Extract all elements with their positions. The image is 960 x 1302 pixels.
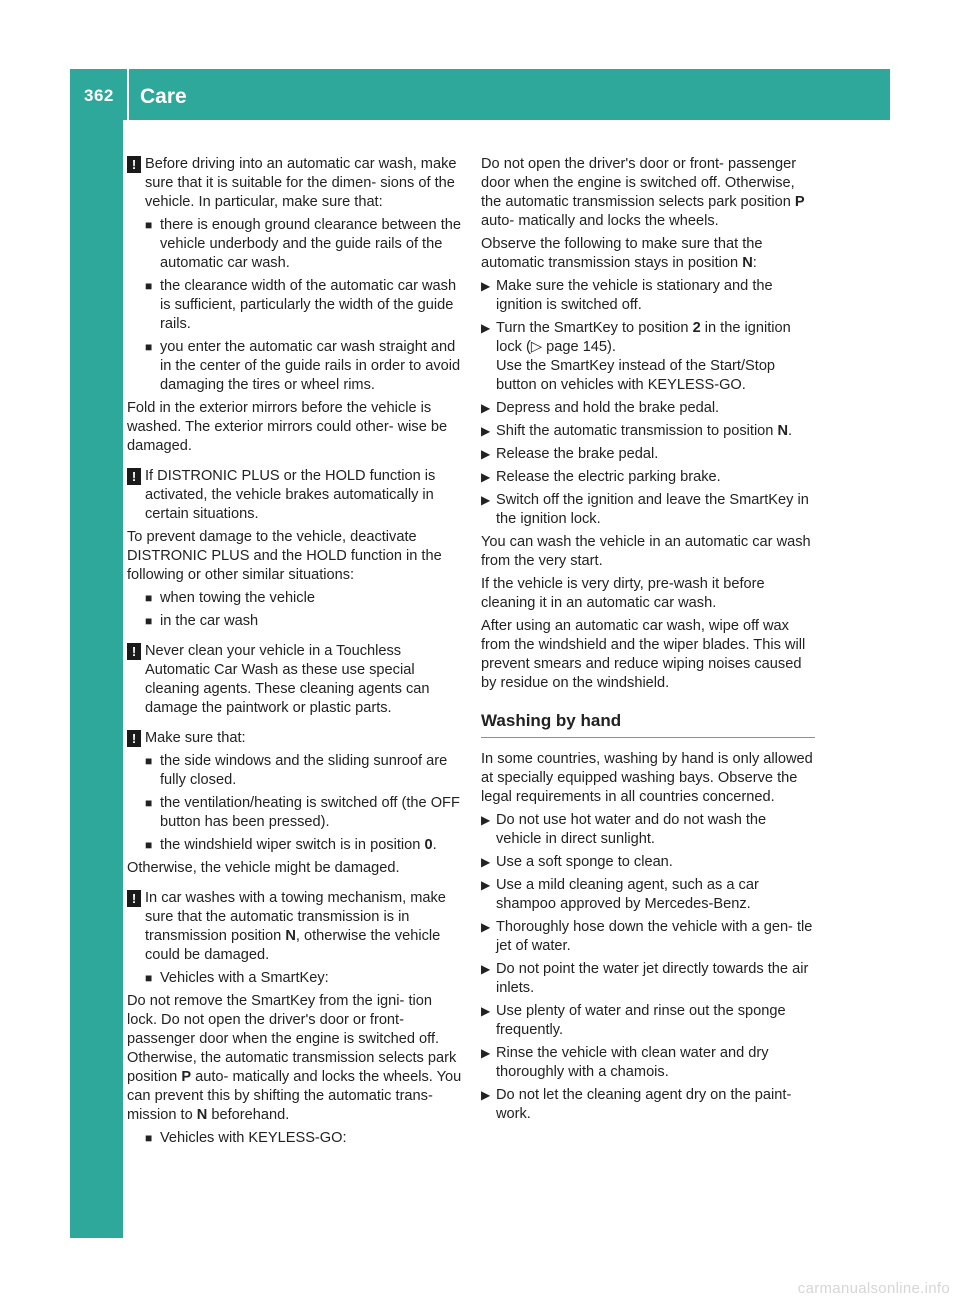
- page-header: [70, 69, 890, 120]
- bullet-item: ■ the ventilation/heating is switched off (the OFF button has been pressed).: [145, 795, 460, 830]
- bullet-icon: ■: [145, 754, 153, 768]
- footer-watermark: carmanualsonline.info: [797, 1280, 950, 1297]
- paragraph: Observe the following to make sure that the automatic transmission stays in position N:: [481, 236, 763, 271]
- bullet-item: ■ in the car wash: [145, 613, 259, 629]
- instruction-step: ▶ Make sure the vehicle is stationary and the ignition is switched off.: [481, 278, 773, 313]
- step-arrow-icon: ▶: [481, 813, 491, 827]
- bullet-item: ■ the side windows and the sliding sunroof are fully closed.: [145, 753, 448, 788]
- instruction-step: ▶ Do not let the cleaning agent dry on the paint- work.: [481, 1087, 792, 1122]
- step-arrow-icon: ▶: [481, 1046, 491, 1060]
- side-tab-marker: [70, 1191, 123, 1238]
- bullet-icon: ■: [145, 591, 153, 605]
- step-arrow-icon: ▶: [481, 493, 491, 507]
- bullet-icon: ■: [145, 838, 153, 852]
- step-arrow-icon: ▶: [481, 962, 491, 976]
- header-divider: [127, 69, 129, 120]
- step-arrow-icon: ▶: [481, 855, 491, 869]
- step-arrow-icon: ▶: [481, 1004, 491, 1018]
- step-arrow-icon: ▶: [481, 470, 491, 484]
- instruction-step: ▶ Use plenty of water and rinse out the sponge frequently.: [481, 1003, 786, 1038]
- paragraph: Do not remove the SmartKey from the igni- tion lock. Do not open the driver's door or front-passenger door when the engine is switched off. Otherwise, the automatic transmission selects park position P auto- matically and locks the wheels. You can prevent this by shifting the automatic trans- mission to N beforehand.: [127, 993, 462, 1123]
- bullet-item: ■ when towing the vehicle: [145, 590, 315, 606]
- page-title: Care: [140, 85, 187, 108]
- section-heading: Washing by hand: [481, 711, 815, 738]
- warning-icon: [127, 468, 141, 485]
- paragraph: Otherwise, the vehicle might be damaged.: [127, 860, 400, 876]
- page-reference[interactable]: page 145: [546, 339, 608, 355]
- step-arrow-icon: ▶: [481, 1088, 491, 1102]
- warning-car-wash-dimensions: ! Before driving into an automatic car wash, make sure that it is suitable for the dimen- sions of the vehicle. In particular, make sure that:: [127, 155, 463, 212]
- bullet-icon: ■: [145, 796, 153, 810]
- warning-icon: [127, 890, 141, 907]
- instruction-step: ▶ Turn the SmartKey to position 2 in the ignition lock (▷ page 145). Use the SmartKey instead of the Start/Stop button on vehicles with KEYLESS-GO.: [481, 320, 791, 393]
- bullet-icon: ■: [145, 340, 153, 354]
- warning-touchless: ! Never clean your vehicle in a Touchless Automatic Car Wash as these use special cleaning agents. These cleaning agents can damage the paintwork or plastic parts.: [127, 642, 463, 718]
- instruction-step: ▶ Switch off the ignition and leave the SmartKey in the ignition lock.: [481, 492, 809, 527]
- paragraph: After using an automatic car wash, wipe off wax from the windshield and the wiper blades. This will prevent smears and reduce wiping noises caused by residue on the windshield.: [481, 618, 806, 691]
- instruction-step: ▶ Thoroughly hose down the vehicle with a gen- tle jet of water.: [481, 919, 813, 954]
- warning-icon: [127, 156, 141, 173]
- step-arrow-icon: ▶: [481, 424, 491, 438]
- step-arrow-icon: ▶: [481, 401, 491, 415]
- instruction-step: ▶ Depress and hold the brake pedal.: [481, 400, 720, 416]
- bullet-icon: ■: [145, 1131, 153, 1145]
- instruction-step: ▶ Shift the automatic transmission to position N.: [481, 423, 793, 439]
- warning-icon: [127, 643, 141, 660]
- bullet-item: ■ there is enough ground clearance between the vehicle underbody and the guide rails of the automatic car wash.: [145, 217, 462, 271]
- instruction-step: ▶ Rinse the vehicle with clean water and dry thoroughly with a chamois.: [481, 1045, 769, 1080]
- warning-make-sure: ! Make sure that:: [127, 729, 463, 748]
- paragraph: You can wash the vehicle in an automatic car wash from the very start.: [481, 534, 811, 569]
- side-tab-label: Maintenance and care: [85, 536, 108, 746]
- bullet-item: ■ Vehicles with a SmartKey:: [145, 970, 329, 986]
- bullet-icon: ■: [145, 971, 153, 985]
- paragraph: In some countries, washing by hand is only allowed at specially equipped washing bays. Observe the legal requirements in all countries concerned.: [481, 751, 813, 805]
- left-column: [127, 155, 463, 1152]
- bullet-item: ■ Vehicles with KEYLESS-GO:: [145, 1130, 347, 1146]
- step-arrow-icon: ▶: [481, 878, 491, 892]
- paragraph: To prevent damage to the vehicle, deactivate DISTRONIC PLUS and the HOLD function in the following or other similar situations:: [127, 529, 442, 583]
- step-arrow-icon: ▶: [481, 920, 491, 934]
- right-column: [481, 155, 815, 1128]
- bullet-icon: ■: [145, 614, 153, 628]
- bullet-item: ■ the windshield wiper switch is in position 0.: [145, 837, 437, 853]
- bullet-icon: ■: [145, 218, 153, 232]
- instruction-step: ▶ Use a soft sponge to clean.: [481, 854, 673, 870]
- step-arrow-icon: ▶: [481, 321, 491, 335]
- bullet-item: ■ the clearance width of the automatic car wash is sufficient, particularly the width of the guide rails.: [145, 278, 457, 332]
- instruction-step: ▶ Use a mild cleaning agent, such as a car shampoo approved by Mercedes-Benz.: [481, 877, 759, 912]
- warning-icon: [127, 730, 141, 747]
- page-number: 362: [84, 86, 114, 105]
- warning-towing-mechanism: ! In car washes with a towing mechanism, make sure that the automatic transmission is in transmission position N, otherwise the vehicle could be damaged.: [127, 889, 463, 965]
- paragraph: Do not open the driver's door or front- passenger door when the engine is switched off. Otherwise, the automatic transmission selects park position P auto- matically and locks the wheels.: [481, 156, 805, 229]
- instruction-step: ▶ Release the brake pedal.: [481, 446, 659, 462]
- page-ref-arrow-icon: ▷: [530, 339, 543, 355]
- bullet-icon: ■: [145, 279, 153, 293]
- instruction-step: ▶ Do not use hot water and do not wash the vehicle in direct sunlight.: [481, 812, 767, 847]
- instruction-step: ▶ Do not point the water jet directly towards the air inlets.: [481, 961, 809, 996]
- step-arrow-icon: ▶: [481, 279, 491, 293]
- bullet-item: ■ you enter the automatic car wash straight and in the center of the guide rails in order to avoid damaging the tires or wheel rims.: [145, 339, 461, 393]
- warning-distronic: ! If DISTRONIC PLUS or the HOLD function is activated, the vehicle brakes automatically in certain situations.: [127, 467, 463, 524]
- paragraph: If the vehicle is very dirty, pre-wash it before cleaning it in an automatic car wash.: [481, 576, 765, 611]
- step-arrow-icon: ▶: [481, 447, 491, 461]
- instruction-step: ▶ Release the electric parking brake.: [481, 469, 721, 485]
- paragraph: Fold in the exterior mirrors before the vehicle is washed. The exterior mirrors could other- wise be damaged.: [127, 400, 448, 454]
